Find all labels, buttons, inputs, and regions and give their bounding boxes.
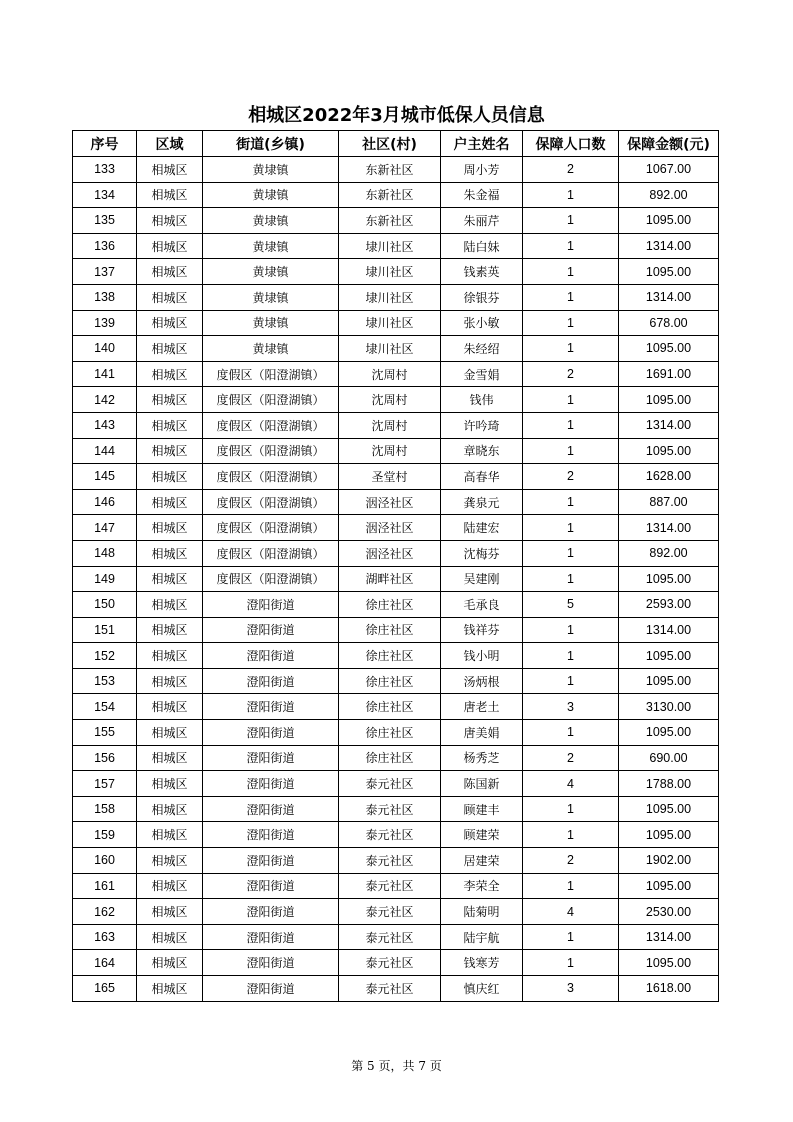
cell-col-amount: 1095.00 <box>619 796 719 822</box>
cell-col-count: 1 <box>523 950 619 976</box>
table-row <box>73 848 719 874</box>
cell-col-amount: 1095.00 <box>619 668 719 694</box>
cell-col-amount: 1314.00 <box>619 924 719 950</box>
cell-col-region: 相城区 <box>137 208 203 234</box>
cell-col-region: 相城区 <box>137 694 203 720</box>
cell-col-name: 钱小明 <box>441 643 523 669</box>
table-row <box>73 182 719 208</box>
cell-col-region: 相城区 <box>137 438 203 464</box>
cell-col-amount: 1314.00 <box>619 617 719 643</box>
cell-col-count: 1 <box>523 515 619 541</box>
cell-col-count: 1 <box>523 873 619 899</box>
cell-col-community: 泰元社区 <box>339 822 441 848</box>
table-row <box>73 873 719 899</box>
cell-col-name: 许吟琦 <box>441 412 523 438</box>
cell-col-name: 章晓东 <box>441 438 523 464</box>
cell-col-index: 153 <box>73 668 137 694</box>
cell-col-community: 泰元社区 <box>339 950 441 976</box>
cell-col-street: 度假区（阳澄湖镇） <box>203 489 339 515</box>
cell-col-region: 相城区 <box>137 566 203 592</box>
cell-col-index: 155 <box>73 720 137 746</box>
cell-col-count: 2 <box>523 361 619 387</box>
cell-col-street: 度假区（阳澄湖镇） <box>203 515 339 541</box>
cell-col-amount: 1095.00 <box>619 208 719 234</box>
cell-col-community: 埭川社区 <box>339 259 441 285</box>
cell-col-amount: 1618.00 <box>619 976 719 1002</box>
cell-col-region: 相城区 <box>137 233 203 259</box>
cell-col-index: 134 <box>73 182 137 208</box>
cell-col-count: 1 <box>523 310 619 336</box>
cell-col-count: 3 <box>523 694 619 720</box>
cell-col-street: 澄阳街道 <box>203 617 339 643</box>
cell-col-index: 133 <box>73 157 137 183</box>
table-row <box>73 157 719 183</box>
cell-col-community: 埭川社区 <box>339 310 441 336</box>
cell-col-name: 钱伟 <box>441 387 523 413</box>
cell-col-name: 陆菊明 <box>441 899 523 925</box>
cell-col-region: 相城区 <box>137 412 203 438</box>
cell-col-street: 澄阳街道 <box>203 796 339 822</box>
header-col-region: 区域 <box>137 131 203 157</box>
cell-col-count: 1 <box>523 924 619 950</box>
header-col-index: 序号 <box>73 131 137 157</box>
cell-col-street: 黄埭镇 <box>203 157 339 183</box>
cell-col-count: 2 <box>523 157 619 183</box>
cell-col-amount: 1788.00 <box>619 771 719 797</box>
cell-col-name: 陆建宏 <box>441 515 523 541</box>
cell-col-community: 东新社区 <box>339 208 441 234</box>
cell-col-community: 泰元社区 <box>339 924 441 950</box>
cell-col-count: 1 <box>523 259 619 285</box>
cell-col-name: 陆宇航 <box>441 924 523 950</box>
cell-col-amount: 887.00 <box>619 489 719 515</box>
cell-col-index: 162 <box>73 899 137 925</box>
cell-col-name: 钱素英 <box>441 259 523 285</box>
cell-col-name: 陈国新 <box>441 771 523 797</box>
cell-col-index: 152 <box>73 643 137 669</box>
cell-col-index: 149 <box>73 566 137 592</box>
cell-col-street: 度假区（阳澄湖镇） <box>203 566 339 592</box>
cell-col-amount: 1314.00 <box>619 412 719 438</box>
cell-col-community: 洇泾社区 <box>339 515 441 541</box>
cell-col-count: 4 <box>523 899 619 925</box>
cell-col-street: 度假区（阳澄湖镇） <box>203 412 339 438</box>
cell-col-street: 度假区（阳澄湖镇） <box>203 464 339 490</box>
cell-col-region: 相城区 <box>137 592 203 618</box>
cell-col-street: 度假区（阳澄湖镇） <box>203 540 339 566</box>
cell-col-street: 黄埭镇 <box>203 336 339 362</box>
cell-col-region: 相城区 <box>137 361 203 387</box>
cell-col-name: 徐银芬 <box>441 284 523 310</box>
cell-col-amount: 2593.00 <box>619 592 719 618</box>
table-row <box>73 720 719 746</box>
cell-col-count: 1 <box>523 720 619 746</box>
table-row <box>73 336 719 362</box>
cell-col-street: 澄阳街道 <box>203 643 339 669</box>
cell-col-count: 1 <box>523 822 619 848</box>
cell-col-count: 1 <box>523 566 619 592</box>
cell-col-street: 澄阳街道 <box>203 924 339 950</box>
cell-col-region: 相城区 <box>137 157 203 183</box>
table-row <box>73 489 719 515</box>
cell-col-count: 1 <box>523 489 619 515</box>
cell-col-street: 澄阳街道 <box>203 745 339 771</box>
cell-col-name: 吴建刚 <box>441 566 523 592</box>
cell-col-name: 高春华 <box>441 464 523 490</box>
table-row <box>73 976 719 1002</box>
cell-col-name: 周小芳 <box>441 157 523 183</box>
cell-col-community: 洇泾社区 <box>339 540 441 566</box>
cell-col-amount: 3130.00 <box>619 694 719 720</box>
cell-col-community: 徐庄社区 <box>339 617 441 643</box>
cell-col-amount: 1067.00 <box>619 157 719 183</box>
table-row <box>73 208 719 234</box>
cell-col-count: 1 <box>523 540 619 566</box>
cell-col-count: 1 <box>523 438 619 464</box>
cell-col-count: 2 <box>523 848 619 874</box>
cell-col-index: 157 <box>73 771 137 797</box>
table-row <box>73 361 719 387</box>
table-row <box>73 540 719 566</box>
cell-col-count: 3 <box>523 976 619 1002</box>
cell-col-name: 金雪娟 <box>441 361 523 387</box>
cell-col-count: 1 <box>523 412 619 438</box>
cell-col-street: 度假区（阳澄湖镇） <box>203 387 339 413</box>
cell-col-index: 154 <box>73 694 137 720</box>
cell-col-region: 相城区 <box>137 796 203 822</box>
header-col-count: 保障人口数 <box>523 131 619 157</box>
cell-col-name: 唐美娟 <box>441 720 523 746</box>
cell-col-region: 相城区 <box>137 822 203 848</box>
cell-col-index: 161 <box>73 873 137 899</box>
cell-col-count: 1 <box>523 387 619 413</box>
cell-col-community: 泰元社区 <box>339 899 441 925</box>
cell-col-count: 1 <box>523 284 619 310</box>
cell-col-region: 相城区 <box>137 387 203 413</box>
cell-col-index: 135 <box>73 208 137 234</box>
table-row <box>73 617 719 643</box>
cell-col-region: 相城区 <box>137 668 203 694</box>
cell-col-count: 1 <box>523 336 619 362</box>
cell-col-name: 龚泉元 <box>441 489 523 515</box>
cell-col-community: 湖畔社区 <box>339 566 441 592</box>
cell-col-amount: 1095.00 <box>619 643 719 669</box>
cell-col-community: 洇泾社区 <box>339 489 441 515</box>
cell-col-name: 朱丽芹 <box>441 208 523 234</box>
cell-col-community: 泰元社区 <box>339 848 441 874</box>
cell-col-region: 相城区 <box>137 771 203 797</box>
header-col-name: 户主姓名 <box>441 131 523 157</box>
table-row <box>73 464 719 490</box>
cell-col-index: 147 <box>73 515 137 541</box>
cell-col-community: 徐庄社区 <box>339 668 441 694</box>
cell-col-street: 澄阳街道 <box>203 899 339 925</box>
cell-col-region: 相城区 <box>137 489 203 515</box>
cell-col-index: 136 <box>73 233 137 259</box>
table-row <box>73 566 719 592</box>
table-row <box>73 387 719 413</box>
cell-col-amount: 1095.00 <box>619 720 719 746</box>
cell-col-region: 相城区 <box>137 950 203 976</box>
table-row <box>73 796 719 822</box>
cell-col-community: 泰元社区 <box>339 796 441 822</box>
table-row <box>73 643 719 669</box>
cell-col-community: 东新社区 <box>339 157 441 183</box>
table-row <box>73 950 719 976</box>
cell-col-name: 唐老土 <box>441 694 523 720</box>
cell-col-count: 1 <box>523 208 619 234</box>
table-body <box>73 157 719 1002</box>
cell-col-index: 164 <box>73 950 137 976</box>
cell-col-community: 泰元社区 <box>339 873 441 899</box>
cell-col-street: 澄阳街道 <box>203 848 339 874</box>
cell-col-amount: 1314.00 <box>619 233 719 259</box>
cell-col-community: 埭川社区 <box>339 284 441 310</box>
cell-col-community: 徐庄社区 <box>339 694 441 720</box>
cell-col-amount: 1095.00 <box>619 438 719 464</box>
cell-col-amount: 1095.00 <box>619 387 719 413</box>
cell-col-street: 澄阳街道 <box>203 771 339 797</box>
cell-col-region: 相城区 <box>137 182 203 208</box>
cell-col-region: 相城区 <box>137 310 203 336</box>
cell-col-index: 142 <box>73 387 137 413</box>
cell-col-street: 黄埭镇 <box>203 310 339 336</box>
table-row <box>73 668 719 694</box>
cell-col-index: 150 <box>73 592 137 618</box>
table-row <box>73 899 719 925</box>
cell-col-amount: 1314.00 <box>619 515 719 541</box>
cell-col-index: 141 <box>73 361 137 387</box>
cell-col-region: 相城区 <box>137 976 203 1002</box>
cell-col-index: 144 <box>73 438 137 464</box>
cell-col-community: 徐庄社区 <box>339 745 441 771</box>
cell-col-community: 沈周村 <box>339 361 441 387</box>
cell-col-amount: 1628.00 <box>619 464 719 490</box>
cell-col-amount: 1095.00 <box>619 950 719 976</box>
cell-col-street: 澄阳街道 <box>203 668 339 694</box>
table-row <box>73 515 719 541</box>
table-row <box>73 412 719 438</box>
cell-col-count: 1 <box>523 643 619 669</box>
cell-col-amount: 690.00 <box>619 745 719 771</box>
cell-col-amount: 1095.00 <box>619 336 719 362</box>
cell-col-community: 沈周村 <box>339 387 441 413</box>
cell-col-index: 137 <box>73 259 137 285</box>
cell-col-amount: 1095.00 <box>619 259 719 285</box>
cell-col-amount: 2530.00 <box>619 899 719 925</box>
table-row <box>73 745 719 771</box>
cell-col-street: 澄阳街道 <box>203 592 339 618</box>
cell-col-amount: 1902.00 <box>619 848 719 874</box>
cell-col-region: 相城区 <box>137 515 203 541</box>
cell-col-street: 澄阳街道 <box>203 950 339 976</box>
cell-col-index: 160 <box>73 848 137 874</box>
cell-col-name: 慎庆红 <box>441 976 523 1002</box>
cell-col-community: 徐庄社区 <box>339 720 441 746</box>
cell-col-name: 杨秀芝 <box>441 745 523 771</box>
cell-col-count: 4 <box>523 771 619 797</box>
data-table <box>72 130 719 1002</box>
table-row <box>73 438 719 464</box>
cell-col-street: 澄阳街道 <box>203 976 339 1002</box>
table-row <box>73 592 719 618</box>
cell-col-index: 159 <box>73 822 137 848</box>
cell-col-street: 黄埭镇 <box>203 208 339 234</box>
cell-col-amount: 1095.00 <box>619 566 719 592</box>
table-row <box>73 310 719 336</box>
cell-col-community: 泰元社区 <box>339 771 441 797</box>
cell-col-index: 163 <box>73 924 137 950</box>
cell-col-community: 沈周村 <box>339 438 441 464</box>
cell-col-count: 1 <box>523 182 619 208</box>
cell-col-street: 度假区（阳澄湖镇） <box>203 361 339 387</box>
cell-col-community: 沈周村 <box>339 412 441 438</box>
cell-col-count: 2 <box>523 464 619 490</box>
cell-col-community: 圣堂村 <box>339 464 441 490</box>
cell-col-street: 黄埭镇 <box>203 284 339 310</box>
table-row <box>73 233 719 259</box>
page-footer: 第 5 页，共 7 页 <box>351 1059 442 1073</box>
header-col-street: 街道(乡镇) <box>203 131 339 157</box>
cell-col-street: 澄阳街道 <box>203 822 339 848</box>
cell-col-amount: 1691.00 <box>619 361 719 387</box>
cell-col-count: 5 <box>523 592 619 618</box>
cell-col-name: 李荣全 <box>441 873 523 899</box>
cell-col-name: 顾建荣 <box>441 822 523 848</box>
table-row <box>73 284 719 310</box>
cell-col-street: 黄埭镇 <box>203 233 339 259</box>
cell-col-name: 朱经绍 <box>441 336 523 362</box>
cell-col-region: 相城区 <box>137 720 203 746</box>
cell-col-name: 朱金福 <box>441 182 523 208</box>
cell-col-region: 相城区 <box>137 643 203 669</box>
cell-col-index: 156 <box>73 745 137 771</box>
cell-col-name: 毛承良 <box>441 592 523 618</box>
cell-col-region: 相城区 <box>137 848 203 874</box>
cell-col-name: 张小敏 <box>441 310 523 336</box>
cell-col-index: 146 <box>73 489 137 515</box>
cell-col-count: 1 <box>523 233 619 259</box>
cell-col-region: 相城区 <box>137 617 203 643</box>
cell-col-region: 相城区 <box>137 259 203 285</box>
cell-col-region: 相城区 <box>137 899 203 925</box>
cell-col-region: 相城区 <box>137 745 203 771</box>
cell-col-index: 138 <box>73 284 137 310</box>
cell-col-index: 140 <box>73 336 137 362</box>
cell-col-street: 澄阳街道 <box>203 873 339 899</box>
cell-col-index: 158 <box>73 796 137 822</box>
cell-col-name: 居建荣 <box>441 848 523 874</box>
cell-col-community: 埭川社区 <box>339 233 441 259</box>
cell-col-count: 1 <box>523 617 619 643</box>
cell-col-index: 165 <box>73 976 137 1002</box>
cell-col-name: 顾建丰 <box>441 796 523 822</box>
cell-col-region: 相城区 <box>137 873 203 899</box>
cell-col-amount: 678.00 <box>619 310 719 336</box>
cell-col-index: 143 <box>73 412 137 438</box>
cell-col-community: 埭川社区 <box>339 336 441 362</box>
table-row <box>73 694 719 720</box>
page-title: 相城区2022年3月城市低保人员信息 <box>248 105 545 126</box>
header-row <box>73 131 719 157</box>
table-row <box>73 822 719 848</box>
cell-col-region: 相城区 <box>137 336 203 362</box>
cell-col-count: 1 <box>523 668 619 694</box>
cell-col-name: 陆白妹 <box>441 233 523 259</box>
table-row <box>73 259 719 285</box>
cell-col-community: 泰元社区 <box>339 976 441 1002</box>
cell-col-community: 徐庄社区 <box>339 592 441 618</box>
cell-col-street: 澄阳街道 <box>203 720 339 746</box>
cell-col-count: 1 <box>523 796 619 822</box>
cell-col-amount: 892.00 <box>619 540 719 566</box>
cell-col-index: 145 <box>73 464 137 490</box>
cell-col-region: 相城区 <box>137 284 203 310</box>
table-row <box>73 771 719 797</box>
cell-col-name: 钱祥芬 <box>441 617 523 643</box>
cell-col-region: 相城区 <box>137 540 203 566</box>
header-col-community: 社区(村) <box>339 131 441 157</box>
cell-col-street: 黄埭镇 <box>203 259 339 285</box>
cell-col-amount: 892.00 <box>619 182 719 208</box>
cell-col-amount: 1095.00 <box>619 822 719 848</box>
cell-col-community: 徐庄社区 <box>339 643 441 669</box>
cell-col-region: 相城区 <box>137 464 203 490</box>
cell-col-street: 澄阳街道 <box>203 694 339 720</box>
cell-col-amount: 1095.00 <box>619 873 719 899</box>
cell-col-name: 汤炳根 <box>441 668 523 694</box>
cell-col-index: 151 <box>73 617 137 643</box>
cell-col-count: 2 <box>523 745 619 771</box>
cell-col-amount: 1314.00 <box>619 284 719 310</box>
cell-col-street: 度假区（阳澄湖镇） <box>203 438 339 464</box>
cell-col-community: 东新社区 <box>339 182 441 208</box>
table-row <box>73 924 719 950</box>
cell-col-index: 148 <box>73 540 137 566</box>
cell-col-street: 黄埭镇 <box>203 182 339 208</box>
cell-col-region: 相城区 <box>137 924 203 950</box>
cell-col-name: 沈梅芬 <box>441 540 523 566</box>
header-col-amount: 保障金额(元) <box>619 131 719 157</box>
cell-col-index: 139 <box>73 310 137 336</box>
cell-col-name: 钱寒芳 <box>441 950 523 976</box>
